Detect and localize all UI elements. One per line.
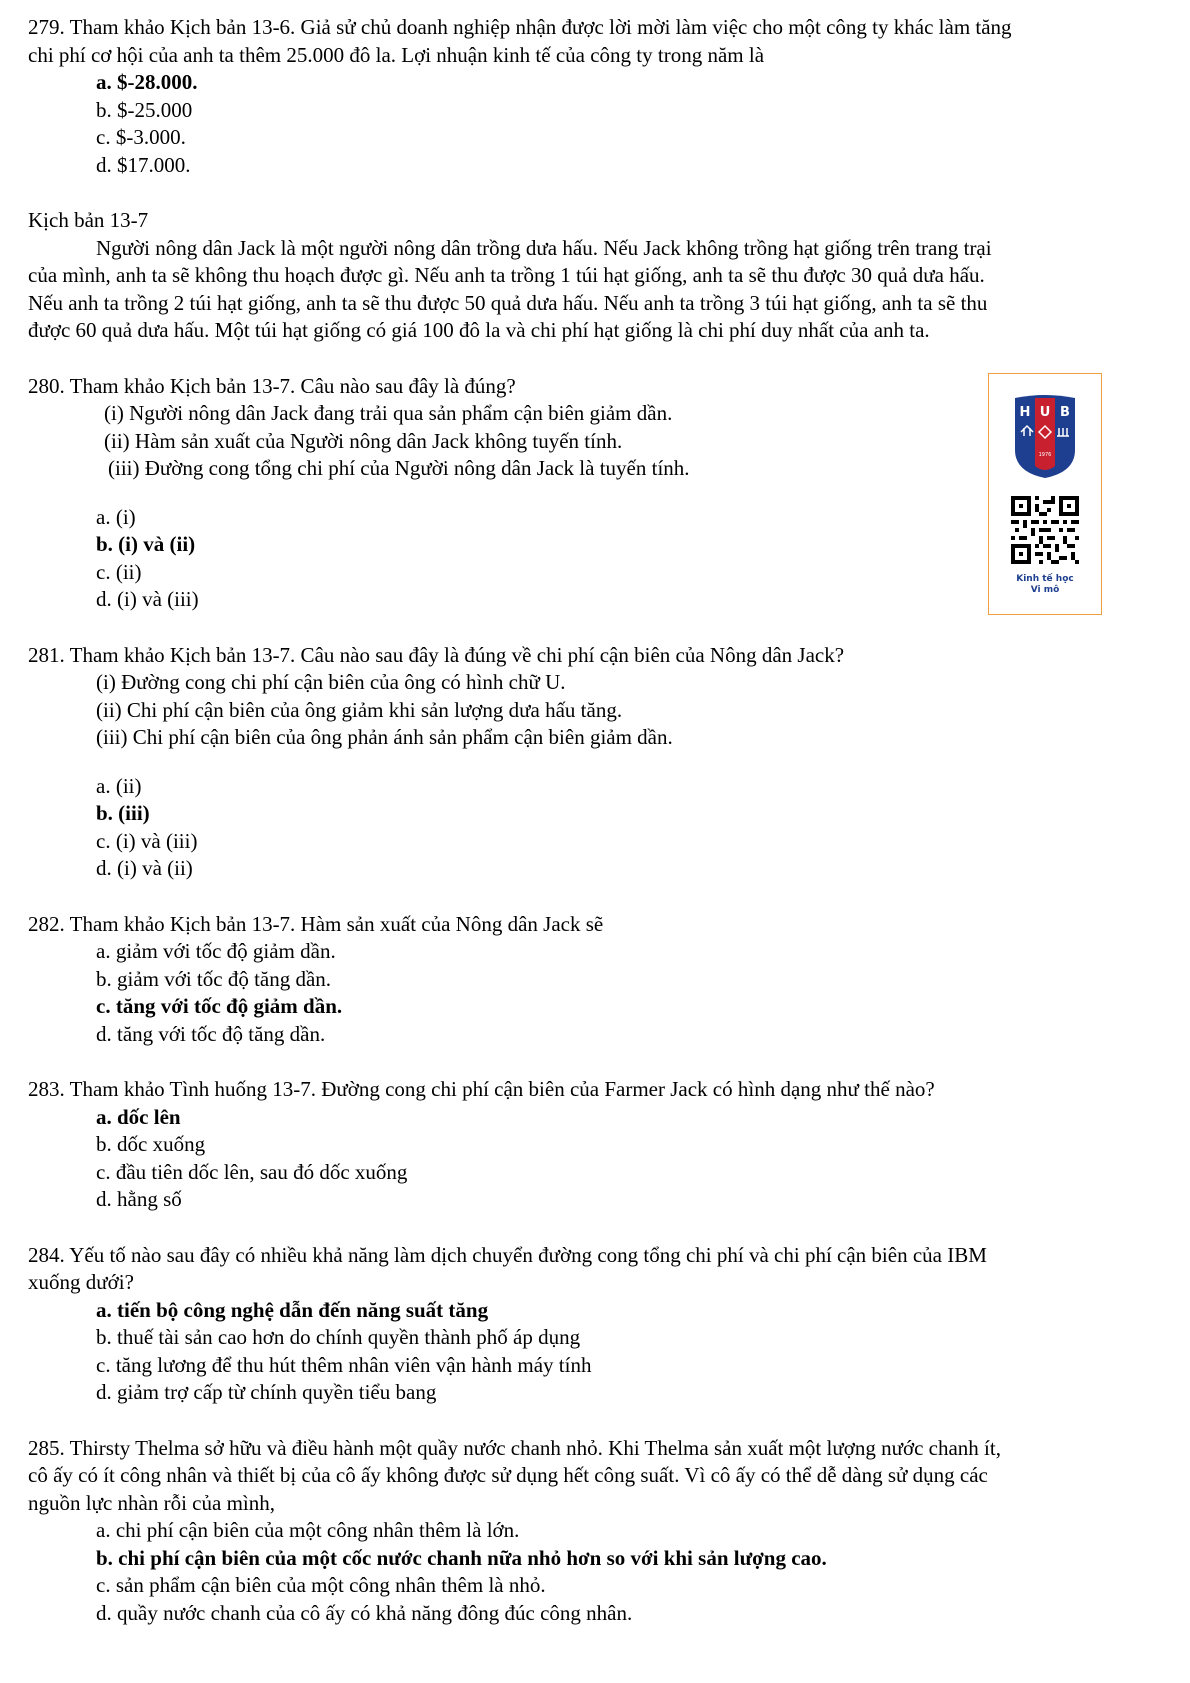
scenario-text: của mình, anh ta sẽ không thu hoạch được gì. Nếu anh ta trồng 1 túi hạt giống, anh ta sẽ thu được 30 quả dưa hấu. <box>28 263 985 287</box>
option-a: a. (i) <box>96 504 136 529</box>
question-283 <box>28 1076 1158 1214</box>
option-d: d. (i) và (iii) <box>96 587 199 611</box>
question-stem: 281. Tham khảo Kịch bản 13-7. Câu nào sau đây là đúng về chi phí cận biên của Nông dân Jack? <box>28 642 845 667</box>
option-c: c. tăng lương để thu hút thêm nhân viên vận hành máy tính <box>96 1352 592 1377</box>
logo-caption-line2: Vi mô <box>1030 585 1060 595</box>
option-b-correct: b. chi phí cận biên của một cốc nước chanh nữa nhỏ hơn so với khi sản lượng cao. <box>96 1545 827 1570</box>
question-282 <box>28 911 1158 1049</box>
option-c: c. $-3.000. <box>96 125 186 149</box>
question-stem: 282. Tham khảo Kịch bản 13-7. Hàm sản xuất của Nông dân Jack sẽ <box>28 911 604 936</box>
option-a: a. giảm với tốc độ giảm dần. <box>96 939 336 963</box>
hub-logo-box <box>988 373 1102 615</box>
hub-shield-logo <box>1009 394 1081 480</box>
logo-letter-u: U <box>1039 405 1051 420</box>
scenario-title: Kịch bản 13-7 <box>28 208 149 232</box>
statement-iii: (iii) Đường cong tổng chi phí của Người nông dân Jack là tuyến tính. <box>108 456 690 480</box>
option-a: a. chi phí cận biên của một công nhân thêm là lớn. <box>96 1518 520 1542</box>
option-c: c. (i) và (iii) <box>96 828 198 853</box>
option-c: c. sản phẩm cận biên của một công nhân thêm là nhỏ. <box>96 1573 546 1597</box>
option-b-correct: b. (iii) <box>96 801 150 825</box>
statement-ii: (ii) Chi phí cận biên của ông giảm khi sản lượng dưa hấu tăng. <box>96 697 623 722</box>
logo-letter-h: H <box>1019 405 1031 420</box>
document-page <box>28 14 1158 1627</box>
question-stem: 280. Tham khảo Kịch bản 13-7. Câu nào sau đây là đúng? <box>28 373 516 398</box>
logo-year: 1976 <box>1038 452 1052 458</box>
scenario-13-7 <box>28 207 1158 345</box>
question-stem: nguồn lực nhàn rỗi của mình, <box>28 1490 275 1515</box>
option-a-correct: a. dốc lên <box>96 1104 181 1129</box>
question-stem: chi phí cơ hội của anh ta thêm 25.000 đô la. Lợi nhuận kinh tế của công ty trong năm là <box>28 42 765 67</box>
option-c: c. (ii) <box>96 559 142 584</box>
option-d: d. (i) và (ii) <box>96 856 193 880</box>
option-a: a. (ii) <box>96 773 142 798</box>
question-279 <box>28 14 1158 179</box>
option-b-correct: b. (i) và (ii) <box>96 532 196 556</box>
scenario-text: được 60 quả dưa hấu. Một túi hạt giống có giá 100 đô la và chi phí hạt giống là chi phí duy nhất của anh ta. <box>28 318 930 342</box>
logo-letter-b: B <box>1060 405 1070 420</box>
option-a-correct: a. tiến bộ công nghệ dẫn đến năng suất tăng <box>96 1297 489 1322</box>
option-b: b. giảm với tốc độ tăng dần. <box>96 966 332 991</box>
statement-i: (i) Người nông dân Jack đang trải qua sản phẩm cận biên giảm dần. <box>104 401 673 425</box>
statement-i: (i) Đường cong chi phí cận biên của ông có hình chữ U. <box>96 670 566 694</box>
option-d: d. tăng với tốc độ tăng dần. <box>96 1021 326 1046</box>
question-stem: 285. Thirsty Thelma sở hữu và điều hành một quầy nước chanh nhỏ. Khi Thelma sản xuất một lượng nước chanh ít, <box>28 1435 1001 1460</box>
option-d: d. $17.000. <box>96 152 191 177</box>
option-b: b. thuế tài sản cao hơn do chính quyền thành phố áp dụng <box>96 1325 581 1349</box>
option-d: d. giảm trợ cấp từ chính quyền tiểu bang <box>96 1380 437 1404</box>
question-stem: cô ấy có ít công nhân và thiết bị của cô ấy không được sử dụng hết công suất. Vì cô ấy có thể dễ dàng sử dụng các <box>28 1463 988 1487</box>
option-d: d. quầy nước chanh của cô ấy có khả năng đông đúc công nhân. <box>96 1600 633 1625</box>
question-stem: 279. Tham khảo Kịch bản 13-6. Giả sử chủ doanh nghiệp nhận được lời mời làm việc cho một công ty khác làm tăng <box>28 15 1012 39</box>
statement-iii: (iii) Chi phí cận biên của ông phản ánh sản phẩm cận biên giảm dần. <box>96 725 673 749</box>
scenario-text: Nếu anh ta trồng 2 túi hạt giống, anh ta sẽ thu được 50 quả dưa hấu. Nếu anh ta trồng 3 túi hạt giống, anh ta sẽ thu <box>28 290 988 315</box>
logo-caption-line1: Kinh tế học <box>1016 574 1074 584</box>
option-b: b. $-25.000 <box>96 97 193 122</box>
option-c: c. đầu tiên dốc lên, sau đó dốc xuống <box>96 1159 408 1184</box>
option-c-correct: c. tăng với tốc độ giảm dần. <box>96 994 343 1018</box>
question-284 <box>28 1242 1158 1407</box>
question-285 <box>28 1435 1158 1628</box>
statement-ii: (ii) Hàm sản xuất của Người nông dân Jack không tuyến tính. <box>104 428 623 453</box>
qr-code-icon <box>1011 496 1079 564</box>
question-281 <box>28 642 1158 883</box>
question-stem: 284. Yếu tố nào sau đây có nhiều khả năng làm dịch chuyển đường cong tổng chi phí và chi phí cận biên của IBM <box>28 1242 987 1267</box>
question-stem: 283. Tham khảo Tình huống 13-7. Đường cong chi phí cận biên của Farmer Jack có hình dạng như thế nào? <box>28 1077 935 1101</box>
option-d: d. hằng số <box>96 1187 182 1211</box>
option-a-correct: a. $-28.000. <box>96 70 198 94</box>
scenario-text: Người nông dân Jack là một người nông dân trồng dưa hấu. Nếu Jack không trồng hạt giống trên trang trại <box>96 235 992 260</box>
question-stem: xuống dưới? <box>28 1270 134 1294</box>
option-b: b. dốc xuống <box>96 1132 206 1156</box>
